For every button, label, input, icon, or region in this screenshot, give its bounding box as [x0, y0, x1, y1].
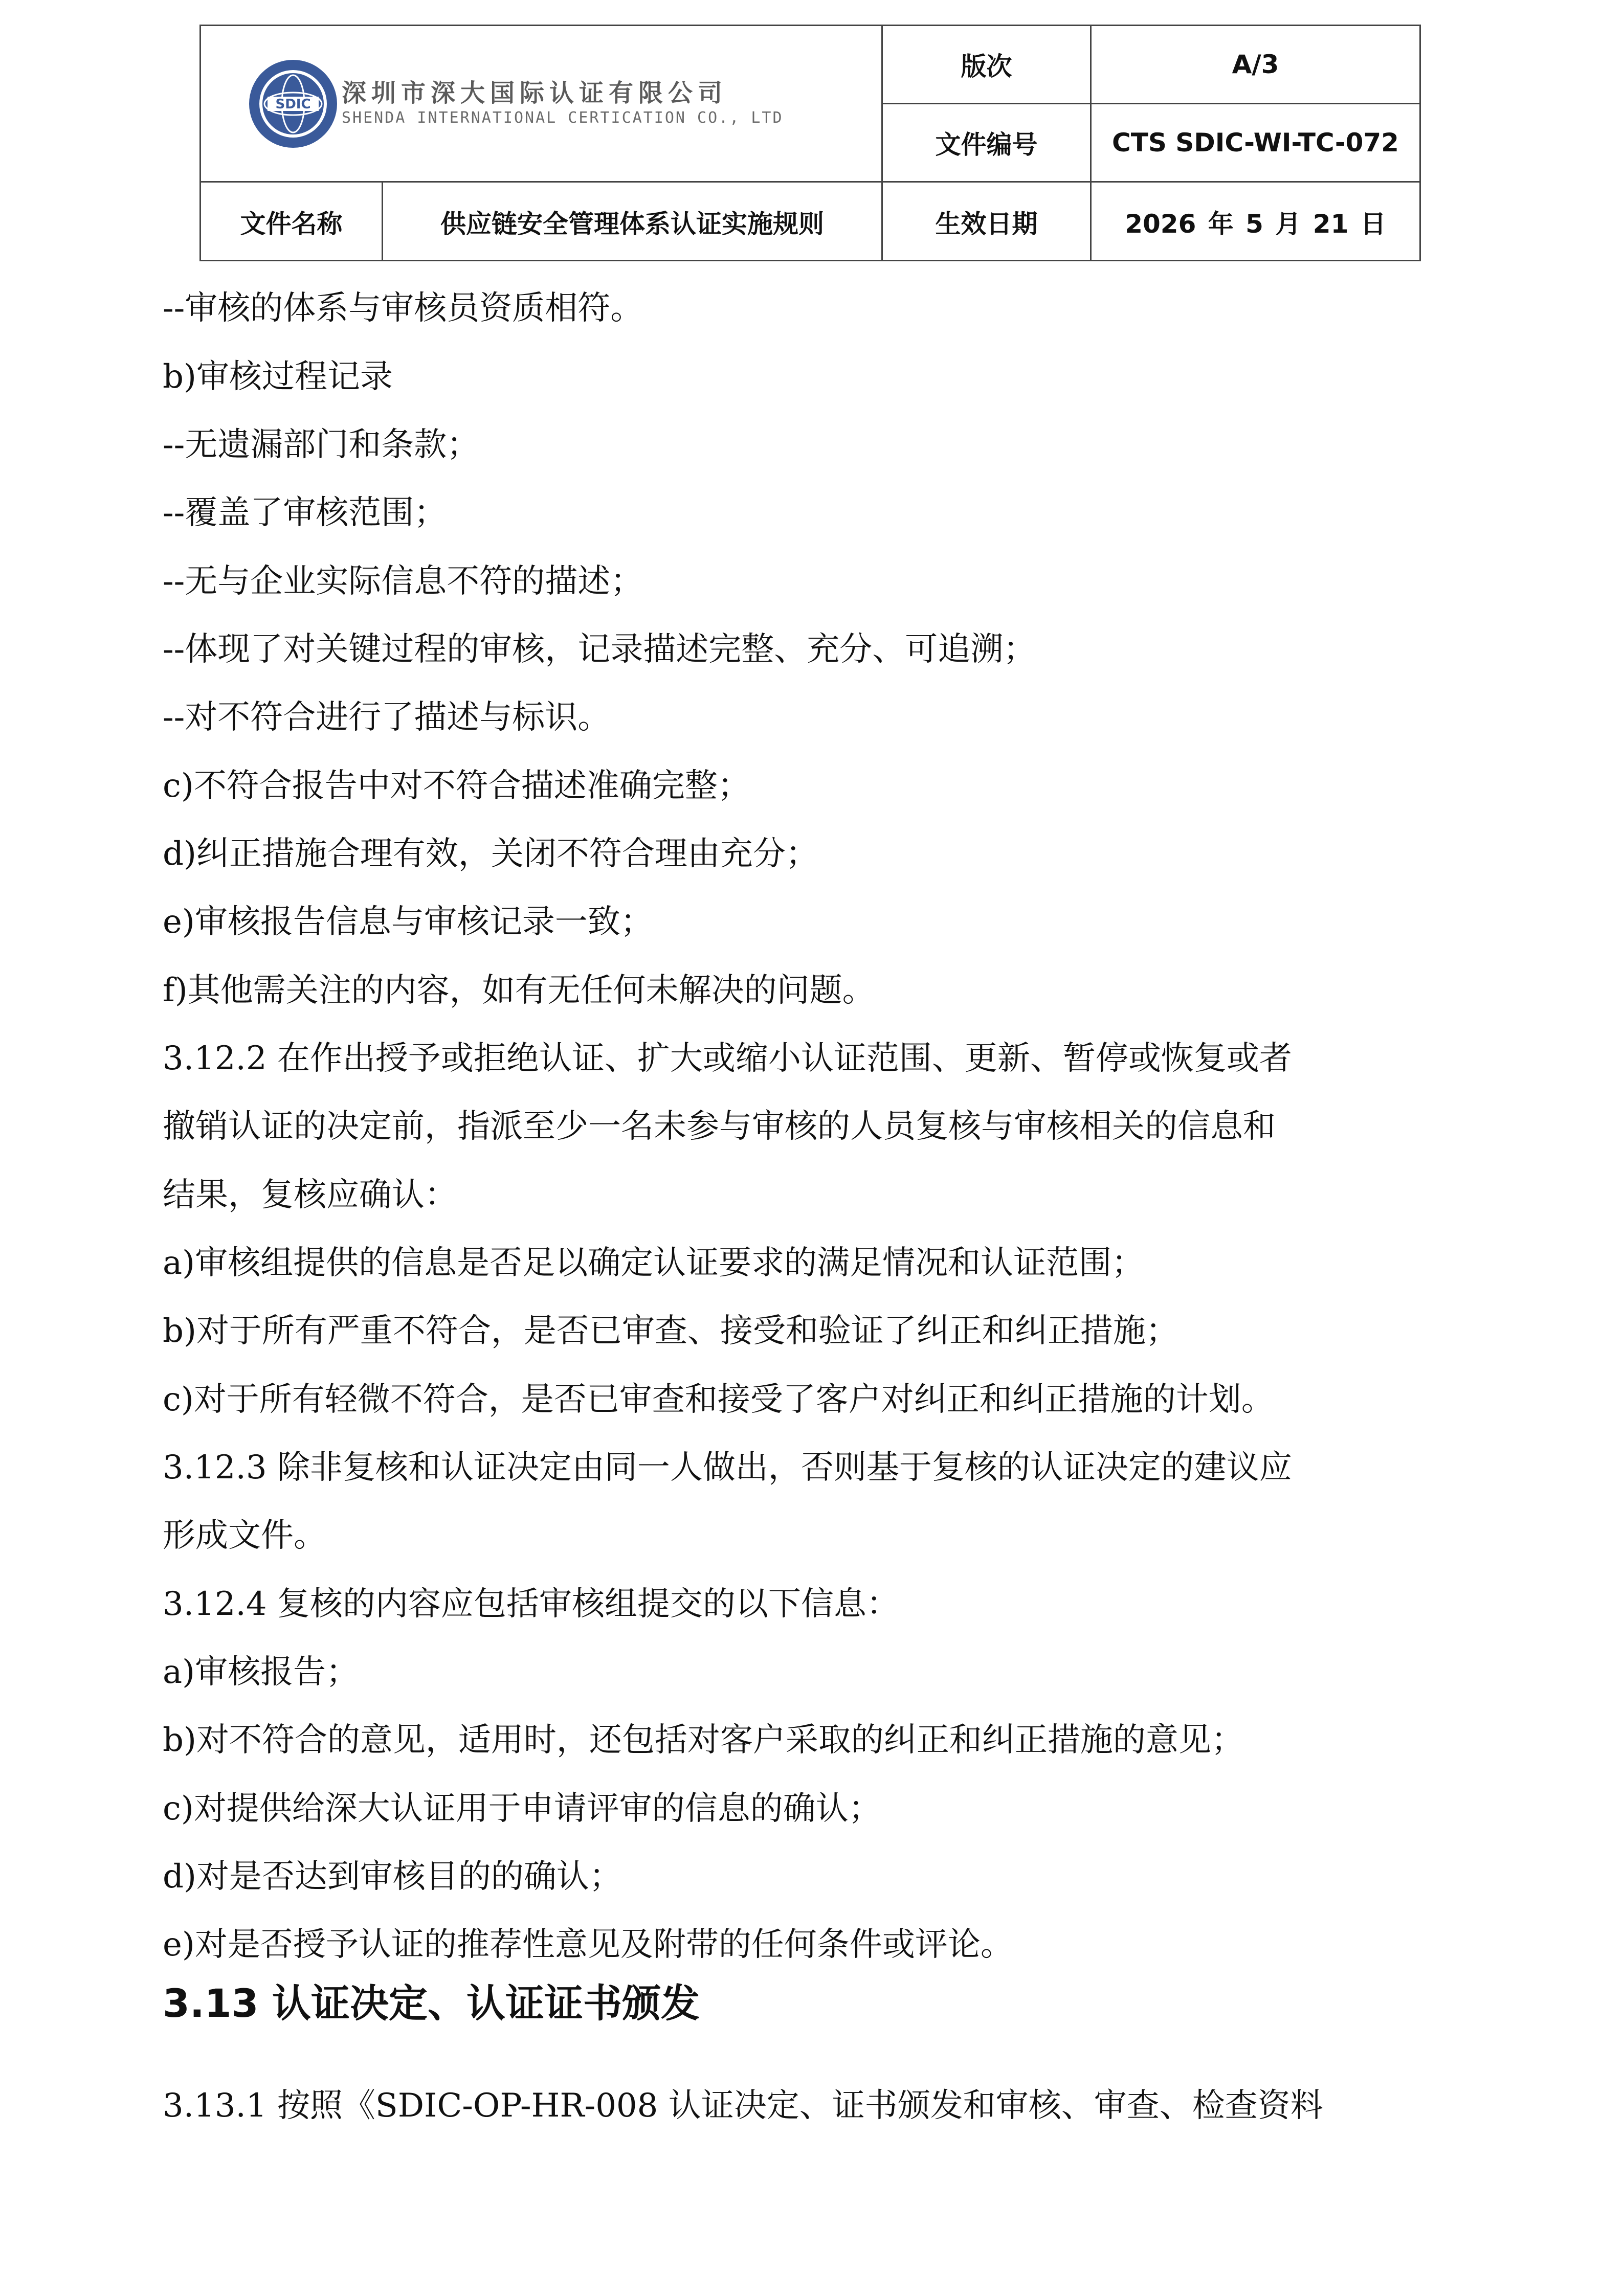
body-line: e)对是否授予认证的推荐性意见及附带的任何条件或评论。 — [163, 1926, 1013, 1964]
effective-date-label: 生效日期 — [935, 209, 1038, 239]
body-line: d)对是否达到审核目的的确认； — [163, 1858, 622, 1896]
body-line: c)不符合报告中对不符合描述准确完整； — [163, 767, 750, 805]
body-line: 撤销认证的决定前，指派至少一名未参与审核的人员复核与审核相关的信息和 — [163, 1108, 1276, 1145]
body-line: a)审核组提供的信息是否足以确定认证要求的满足情况和认证范围； — [163, 1244, 1145, 1282]
company-name-cn: 深圳市深大国际认证有限公司 — [342, 79, 728, 107]
body-line: 3.12.3 除非复核和认证决定由同一人做出，否则基于复核的认证决定的建议应 — [163, 1449, 1292, 1487]
body-line: --覆盖了审核范围； — [163, 494, 447, 532]
body-line: a)审核报告； — [163, 1653, 359, 1691]
doc-number-label: 文件编号 — [935, 130, 1038, 160]
version-value: A/3 — [1232, 50, 1279, 79]
body-line: 形成文件。 — [163, 1517, 326, 1555]
doc-number-value: CTS SDIC-WI-TC-072 — [1112, 128, 1399, 157]
body-line: --无遗漏部门和条款； — [163, 426, 480, 464]
effective-date-value: 2026 年 5 月 21 日 — [1125, 209, 1386, 239]
doc-name-value: 供应链安全管理体系认证实施规则 — [440, 209, 824, 239]
body-line: --审核的体系与审核员资质相符。 — [163, 289, 643, 327]
version-label: 版次 — [961, 52, 1012, 81]
document-header-table — [199, 25, 1421, 261]
body-line: b)对不符合的意见，适用时，还包括对客户采取的纠正和纠正措施的意见； — [163, 1721, 1244, 1759]
body-line: b)对于所有严重不符合，是否已审查、接受和验证了纠正和纠正措施； — [163, 1312, 1178, 1350]
body-line: b)审核过程记录 — [163, 358, 393, 396]
doc-name-label: 文件名称 — [240, 209, 343, 239]
body-line: 结果，复核应确认： — [163, 1176, 457, 1214]
svg-text:SDIC: SDIC — [275, 97, 311, 112]
body-line: 3.12.2 在作出授予或拒绝认证、扩大或缩小认证范围、更新、暂停或恢复或者 — [163, 1040, 1292, 1077]
body-line: 3.12.4 复核的内容应包括审核组提交的以下信息： — [163, 1585, 899, 1623]
body-line: f)其他需关注的内容，如有无任何未解决的问题。 — [163, 972, 875, 1009]
body-line: --体现了对关键过程的审核，记录描述完整、充分、可追溯； — [163, 631, 1036, 668]
body-line: --无与企业实际信息不符的描述； — [163, 562, 643, 600]
section-heading: 3.13 认证决定、认证证书颁发 — [163, 1980, 700, 2026]
body-line: --对不符合进行了描述与标识。 — [163, 699, 611, 736]
body-line: e)审核报告信息与审核记录一致； — [163, 903, 653, 941]
sdic-seal-icon — [247, 58, 339, 150]
body-line: c)对于所有轻微不符合，是否已审查和接受了客户对纠正和纠正措施的计划。 — [163, 1381, 1274, 1419]
body-line: d)纠正措施合理有效，关闭不符合理由充分； — [163, 835, 818, 873]
company-name-en: SHENDA INTERNATIONAL CERTICATION CO., LTD — [342, 109, 784, 127]
body-line: c)对提供给深大认证用于申请评审的信息的确认； — [163, 1790, 881, 1828]
body-line: 3.13.1 按照《SDIC-OP-HR-008 认证决定、证书颁发和审核、审查、检查资料 — [163, 2087, 1323, 2125]
